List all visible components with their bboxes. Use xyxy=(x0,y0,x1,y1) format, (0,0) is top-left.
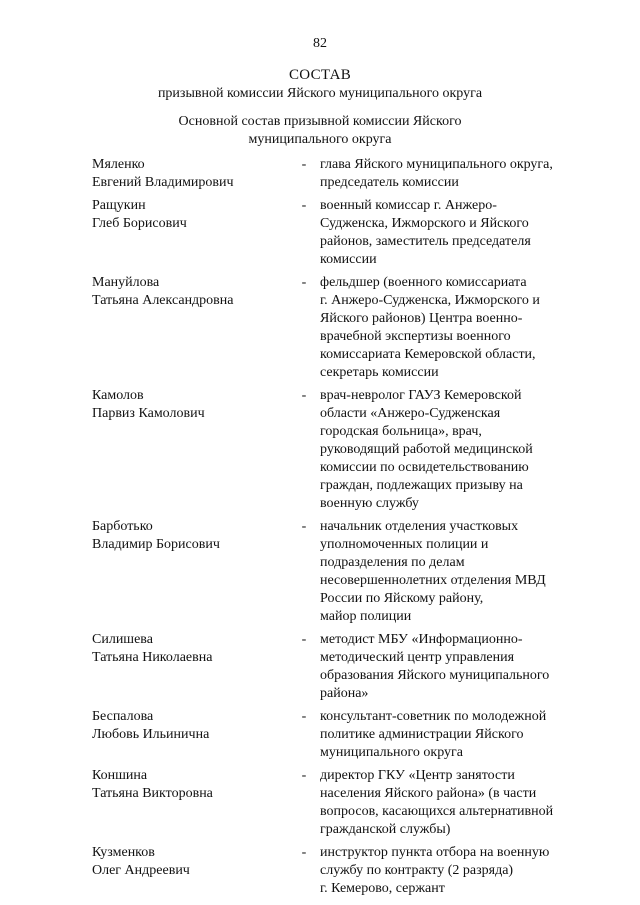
member-name xyxy=(92,197,288,269)
member-name-line: Татьяна Николаевна xyxy=(92,650,213,665)
member-name-line: Силишева xyxy=(92,632,153,647)
member-role-line: района» xyxy=(320,686,369,701)
member-row xyxy=(92,767,592,839)
member-row xyxy=(92,844,592,898)
member-role-line: методический центр управления xyxy=(320,650,515,665)
member-name xyxy=(92,631,288,703)
member-role xyxy=(320,274,588,382)
member-role-line: г. Анжеро-Судженска, Ижморского и xyxy=(320,293,540,308)
member-dash: - xyxy=(301,845,307,860)
member-row xyxy=(92,274,592,382)
member-name-line: Мяленко xyxy=(92,157,145,172)
member-role-line: населения Яйского района» (в части xyxy=(320,786,537,801)
member-role-line: фельдшер (военного комиссариата xyxy=(320,275,527,290)
member-role xyxy=(320,767,588,839)
section-title xyxy=(0,113,640,149)
member-role-line: майор полиции xyxy=(320,609,412,624)
member-role-line: службу по контракту (2 разряда) xyxy=(320,863,514,878)
member-role xyxy=(320,156,588,192)
member-role-line: руководящий работой медицинской xyxy=(320,442,533,457)
member-row xyxy=(92,156,592,192)
member-name-line: Олег Андреевич xyxy=(92,863,190,878)
member-role-line: инструктор пункта отбора на военную xyxy=(320,845,550,860)
member-role-line: политике администрации Яйского xyxy=(320,727,524,742)
member-name-line: Глеб Борисович xyxy=(92,216,187,231)
member-role-line: комиссариата Кемеровской области, xyxy=(320,347,536,362)
member-role-line: области «Анжеро-Судженская xyxy=(320,406,501,421)
member-role-line: подразделения по делам xyxy=(320,555,465,570)
member-role-line: уполномоченных полиции и xyxy=(320,537,489,552)
member-role-line: комиссии по освидетельствованию xyxy=(320,460,529,475)
member-dash: - xyxy=(301,632,307,647)
member-role-line: граждан, подлежащих призыву на xyxy=(320,478,523,493)
member-role-line: муниципального округа xyxy=(320,745,463,760)
member-name-line: Евгений Владимирович xyxy=(92,175,234,190)
member-name-line: Камолов xyxy=(92,388,144,403)
section-title-line: муниципального округа xyxy=(248,132,392,147)
member-name-line: Владимир Борисович xyxy=(92,537,220,552)
member-name-line: Татьяна Викторовна xyxy=(92,786,213,801)
member-row xyxy=(92,631,592,703)
member-role xyxy=(320,844,588,898)
document-title: СОСТАВ xyxy=(288,67,352,83)
member-role-line: глава Яйского муниципального округа, xyxy=(320,157,553,172)
member-dash: - xyxy=(301,768,307,783)
member-role-line: вопросов, касающихся альтернативной xyxy=(320,804,554,819)
member-name-line: Коншина xyxy=(92,768,148,783)
member-role-line: консультант-советник по молодежной xyxy=(320,709,547,724)
member-role-line: комиссии xyxy=(320,252,377,267)
member-role-line: врач-невролог ГАУЗ Кемеровской xyxy=(320,388,522,403)
member-role-line: военный комиссар г. Анжеро- xyxy=(320,198,497,213)
member-name-line: Мануйлова xyxy=(92,275,160,290)
member-name-line: Татьяна Александровна xyxy=(92,293,234,308)
member-role-line: военную службу xyxy=(320,496,419,511)
member-name-line: Барботько xyxy=(92,519,153,534)
member-name xyxy=(92,387,288,513)
member-name xyxy=(92,844,288,898)
member-role-line: образования Яйского муниципального xyxy=(320,668,550,683)
member-dash: - xyxy=(301,519,307,534)
member-role-line: Яйского районов) Центра военно- xyxy=(320,311,523,326)
member-role-line: секретарь комиссии xyxy=(320,365,439,380)
member-role xyxy=(320,631,588,703)
member-name xyxy=(92,708,288,762)
member-dash: - xyxy=(301,388,307,403)
member-role-line: директор ГКУ «Центр занятости xyxy=(320,768,515,783)
section-title-line: Основной состав призывной комиссии Яйского xyxy=(178,114,462,129)
member-name-line: Ращукин xyxy=(92,198,146,213)
member-name-line: Кузменков xyxy=(92,845,155,860)
member-role-line: г. Кемерово, сержант xyxy=(320,881,445,896)
member-role-line: городская больница», врач, xyxy=(320,424,482,439)
member-dash: - xyxy=(301,157,307,172)
member-role-line: России по Яйскому району, xyxy=(320,591,484,606)
member-name xyxy=(92,274,288,382)
member-name-line: Беспалова xyxy=(92,709,154,724)
member-role-line: начальник отделения участковых xyxy=(320,519,519,534)
page-number: 82 xyxy=(313,36,327,51)
member-role-line: гражданской службы) xyxy=(320,822,451,837)
member-dash: - xyxy=(301,198,307,213)
member-role-line: Судженска, Ижморского и Яйского xyxy=(320,216,529,231)
member-row xyxy=(92,518,592,626)
member-role xyxy=(320,518,588,626)
member-role-line: председатель комиссии xyxy=(320,175,459,190)
member-name xyxy=(92,518,288,626)
member-dash: - xyxy=(301,709,307,724)
member-name xyxy=(92,156,288,192)
member-name-line: Любовь Ильинична xyxy=(92,727,210,742)
member-row xyxy=(92,708,592,762)
member-role xyxy=(320,708,588,762)
member-name-line: Парвиз Камолович xyxy=(92,406,205,421)
member-name xyxy=(92,767,288,839)
member-role-line: методист МБУ «Информационно- xyxy=(320,632,523,647)
member-row xyxy=(92,197,592,269)
member-role-line: районов, заместитель председателя xyxy=(320,234,531,249)
document-header xyxy=(0,66,640,149)
members-list xyxy=(92,156,592,903)
member-role xyxy=(320,387,588,513)
member-row xyxy=(92,387,592,513)
document-subtitle: призывной комиссии Яйского муниципального округа xyxy=(157,86,483,101)
member-role-line: врачебной экспертизы военного xyxy=(320,329,511,344)
member-role xyxy=(320,197,588,269)
member-role-line: несовершеннолетних отделения МВД xyxy=(320,573,546,588)
member-dash: - xyxy=(301,275,307,290)
